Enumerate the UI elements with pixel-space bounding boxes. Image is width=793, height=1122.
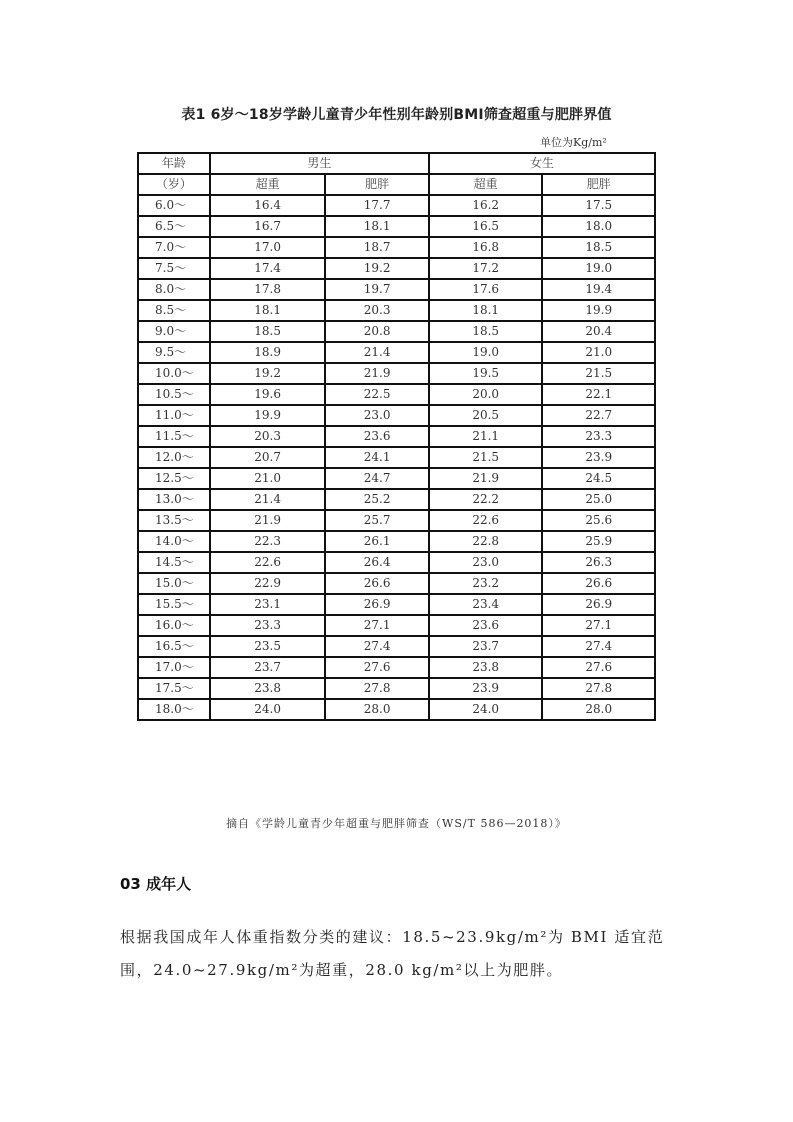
table-row	[138, 699, 655, 720]
male-overweight-cell: 16.7	[210, 216, 326, 237]
female-overweight-cell: 21.5	[429, 447, 543, 468]
age-cell: 10.0～	[138, 363, 210, 384]
female-obese-cell: 22.1	[542, 384, 655, 405]
table-row	[138, 384, 655, 405]
male-overweight-cell: 20.7	[210, 447, 326, 468]
age-cell: 14.5～	[138, 552, 210, 573]
male-obese-cell: 27.8	[325, 678, 429, 699]
table-row	[138, 363, 655, 384]
female-obese-cell: 26.6	[542, 573, 655, 594]
table-row	[138, 300, 655, 321]
male-overweight-cell: 17.8	[210, 279, 326, 300]
male-obese-cell: 26.4	[325, 552, 429, 573]
age-cell: 18.0～	[138, 699, 210, 720]
age-cell: 12.5～	[138, 468, 210, 489]
age-cell: 6.0～	[138, 195, 210, 216]
female-overweight-cell: 16.8	[429, 237, 543, 258]
male-overweight-cell: 22.6	[210, 552, 326, 573]
table-row	[138, 552, 655, 573]
male-overweight-cell: 22.3	[210, 531, 326, 552]
table-row	[138, 678, 655, 699]
female-obese-cell: 17.5	[542, 195, 655, 216]
male-obese-cell: 18.1	[325, 216, 429, 237]
female-obese-cell: 21.0	[542, 342, 655, 363]
male-obese-cell: 23.6	[325, 426, 429, 447]
male-overweight-cell: 17.4	[210, 258, 326, 279]
table-row	[138, 468, 655, 489]
female-overweight-cell: 23.8	[429, 657, 543, 678]
male-obese-cell: 27.6	[325, 657, 429, 678]
table-row	[138, 279, 655, 300]
male-obese-cell: 24.7	[325, 468, 429, 489]
female-obese-cell: 28.0	[542, 699, 655, 720]
male-overweight-cell: 23.3	[210, 615, 326, 636]
table-row	[138, 342, 655, 363]
table-row	[138, 489, 655, 510]
male-obese-cell: 20.3	[325, 300, 429, 321]
female-overweight-cell: 22.6	[429, 510, 543, 531]
age-cell: 11.0～	[138, 405, 210, 426]
male-overweight-cell: 22.9	[210, 573, 326, 594]
age-cell: 15.0～	[138, 573, 210, 594]
female-overweight-cell: 20.5	[429, 405, 543, 426]
table-row	[138, 426, 655, 447]
age-cell: 17.5～	[138, 678, 210, 699]
female-obese-cell: 23.9	[542, 447, 655, 468]
male-obese-cell: 27.1	[325, 615, 429, 636]
male-obese-cell: 18.7	[325, 237, 429, 258]
table-row	[138, 258, 655, 279]
female-overweight-cell: 17.2	[429, 258, 543, 279]
table-row	[138, 405, 655, 426]
bmi-cutoff-table	[137, 152, 656, 721]
table-title: 表1 6岁～18岁学龄儿童青少年性别年龄别BMI筛查超重与肥胖界值	[181, 107, 612, 123]
male-overweight-cell: 18.1	[210, 300, 326, 321]
male-obese-cell: 23.0	[325, 405, 429, 426]
male-overweight-cell: 23.7	[210, 657, 326, 678]
age-cell: 6.5～	[138, 216, 210, 237]
table-row	[138, 321, 655, 342]
section-heading: 03 成年人	[120, 875, 192, 893]
table-row	[138, 237, 655, 258]
female-overweight-cell: 19.0	[429, 342, 543, 363]
male-overweight-header: 超重	[210, 174, 326, 195]
male-overweight-cell: 19.6	[210, 384, 326, 405]
female-overweight-cell: 20.0	[429, 384, 543, 405]
age-cell: 14.0～	[138, 531, 210, 552]
age-cell: 7.5～	[138, 258, 210, 279]
source-caption: 摘自《学龄儿童青少年超重与肥胖筛查（WS/T 586—2018）》	[226, 817, 567, 830]
male-overweight-cell: 19.9	[210, 405, 326, 426]
female-obese-header: 肥胖	[542, 174, 655, 195]
male-obese-cell: 20.8	[325, 321, 429, 342]
male-obese-cell: 26.1	[325, 531, 429, 552]
male-header: 男生	[210, 153, 429, 174]
male-obese-cell: 25.7	[325, 510, 429, 531]
female-overweight-cell: 23.2	[429, 573, 543, 594]
male-overweight-cell: 19.2	[210, 363, 326, 384]
female-overweight-cell: 23.9	[429, 678, 543, 699]
male-obese-cell: 21.9	[325, 363, 429, 384]
age-unit-header: （岁）	[138, 174, 210, 195]
male-obese-cell: 19.2	[325, 258, 429, 279]
table-row	[138, 510, 655, 531]
male-overweight-cell: 20.3	[210, 426, 326, 447]
male-overweight-cell: 21.4	[210, 489, 326, 510]
table-row	[138, 657, 655, 678]
female-obese-cell: 23.3	[542, 426, 655, 447]
male-obese-cell: 28.0	[325, 699, 429, 720]
age-cell: 17.0～	[138, 657, 210, 678]
female-overweight-cell: 22.2	[429, 489, 543, 510]
female-obese-cell: 24.5	[542, 468, 655, 489]
male-obese-cell: 26.9	[325, 594, 429, 615]
age-cell: 8.5～	[138, 300, 210, 321]
female-overweight-cell: 16.5	[429, 216, 543, 237]
age-header: 年龄	[138, 153, 210, 174]
male-overweight-cell: 21.0	[210, 468, 326, 489]
female-overweight-cell: 16.2	[429, 195, 543, 216]
male-obese-cell: 27.4	[325, 636, 429, 657]
female-header: 女生	[429, 153, 655, 174]
male-overweight-cell: 23.5	[210, 636, 326, 657]
age-cell: 9.5～	[138, 342, 210, 363]
male-obese-cell: 25.2	[325, 489, 429, 510]
age-cell: 16.0～	[138, 615, 210, 636]
female-overweight-cell: 23.6	[429, 615, 543, 636]
male-obese-cell: 24.1	[325, 447, 429, 468]
table-row	[138, 594, 655, 615]
table-row	[138, 615, 655, 636]
female-overweight-cell: 23.7	[429, 636, 543, 657]
female-overweight-cell: 24.0	[429, 699, 543, 720]
male-overweight-cell: 23.8	[210, 678, 326, 699]
female-overweight-cell: 22.8	[429, 531, 543, 552]
female-obese-cell: 20.4	[542, 321, 655, 342]
female-obese-cell: 26.3	[542, 552, 655, 573]
male-overweight-cell: 24.0	[210, 699, 326, 720]
age-cell: 15.5～	[138, 594, 210, 615]
male-overweight-cell: 23.1	[210, 594, 326, 615]
table-row	[138, 447, 655, 468]
age-cell: 11.5～	[138, 426, 210, 447]
female-obese-cell: 25.9	[542, 531, 655, 552]
female-obese-cell: 27.8	[542, 678, 655, 699]
female-obese-cell: 18.5	[542, 237, 655, 258]
female-obese-cell: 27.1	[542, 615, 655, 636]
age-cell: 8.0～	[138, 279, 210, 300]
female-overweight-header: 超重	[429, 174, 543, 195]
age-cell: 9.0～	[138, 321, 210, 342]
age-cell: 13.5～	[138, 510, 210, 531]
male-overweight-cell: 18.9	[210, 342, 326, 363]
female-obese-cell: 18.0	[542, 216, 655, 237]
female-overweight-cell: 23.4	[429, 594, 543, 615]
male-obese-cell: 19.7	[325, 279, 429, 300]
female-obese-cell: 26.9	[542, 594, 655, 615]
male-obese-header: 肥胖	[325, 174, 429, 195]
female-overweight-cell: 18.1	[429, 300, 543, 321]
female-overweight-cell: 21.9	[429, 468, 543, 489]
female-obese-cell: 19.4	[542, 279, 655, 300]
female-obese-cell: 25.6	[542, 510, 655, 531]
female-obese-cell: 27.6	[542, 657, 655, 678]
female-overweight-cell: 18.5	[429, 321, 543, 342]
section-paragraph: 根据我国成年人体重指数分类的建议：18.5~23.9kg/m²为 BMI 适宜范围，24.0~27.9kg/m²为超重，28.0 kg/m²以上为肥胖。	[120, 928, 665, 979]
table-row	[138, 216, 655, 237]
unit-label: 单位为Kg/m²	[540, 136, 607, 149]
age-cell: 12.0～	[138, 447, 210, 468]
age-cell: 7.0～	[138, 237, 210, 258]
female-obese-cell: 21.5	[542, 363, 655, 384]
table-row	[138, 573, 655, 594]
table-row	[138, 636, 655, 657]
female-overweight-cell: 19.5	[429, 363, 543, 384]
female-obese-cell: 19.9	[542, 300, 655, 321]
age-cell: 10.5～	[138, 384, 210, 405]
male-overweight-cell: 16.4	[210, 195, 326, 216]
table-body	[138, 195, 655, 720]
female-obese-cell: 22.7	[542, 405, 655, 426]
female-obese-cell: 25.0	[542, 489, 655, 510]
age-cell: 13.0～	[138, 489, 210, 510]
male-overweight-cell: 18.5	[210, 321, 326, 342]
male-obese-cell: 17.7	[325, 195, 429, 216]
female-overweight-cell: 23.0	[429, 552, 543, 573]
female-obese-cell: 27.4	[542, 636, 655, 657]
table-row	[138, 195, 655, 216]
table-row	[138, 531, 655, 552]
male-overweight-cell: 17.0	[210, 237, 326, 258]
female-overweight-cell: 17.6	[429, 279, 543, 300]
female-obese-cell: 19.0	[542, 258, 655, 279]
male-obese-cell: 21.4	[325, 342, 429, 363]
header-row-2	[138, 174, 655, 195]
age-cell: 16.5～	[138, 636, 210, 657]
header-row-1	[138, 153, 655, 174]
female-overweight-cell: 21.1	[429, 426, 543, 447]
male-overweight-cell: 21.9	[210, 510, 326, 531]
male-obese-cell: 26.6	[325, 573, 429, 594]
male-obese-cell: 22.5	[325, 384, 429, 405]
